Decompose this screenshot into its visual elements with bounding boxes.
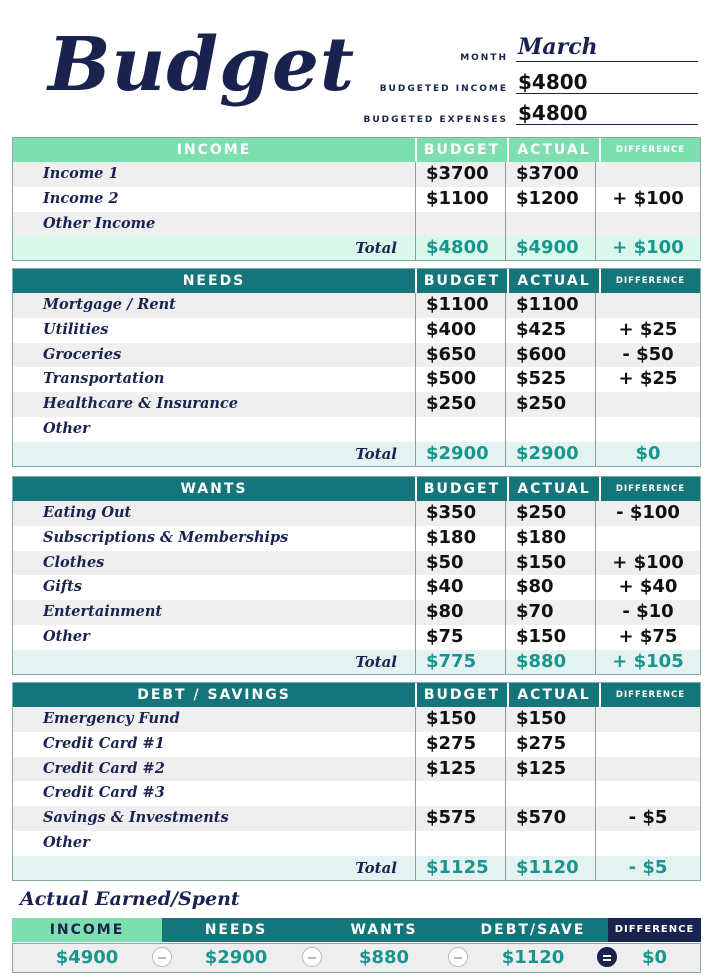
- total-actual: $1120: [505, 856, 595, 880]
- row-label: Credit Card #3: [43, 784, 165, 802]
- table-row: [13, 757, 700, 782]
- row-label: Entertainment: [43, 603, 163, 621]
- difference-cell: - $100: [595, 501, 700, 526]
- row-label: Eating Out: [43, 504, 132, 521]
- wants-header: [13, 477, 700, 501]
- budget-cell[interactable]: [415, 831, 505, 856]
- actual-column-header: ACTUAL: [507, 269, 599, 293]
- table-row: [13, 625, 700, 650]
- needs-rows: [13, 293, 700, 442]
- summary-income-value: $4900: [55, 947, 119, 968]
- total-difference: + $105: [595, 650, 700, 674]
- actual-cell[interactable]: [505, 781, 595, 806]
- table-row: [13, 526, 700, 551]
- budget-cell[interactable]: $1100: [415, 187, 505, 212]
- table-row: [13, 187, 700, 212]
- table-row: [13, 732, 700, 757]
- total-label: Total: [355, 239, 397, 258]
- table-row: [13, 806, 700, 831]
- row-label: Clothes: [43, 553, 105, 571]
- table-row: [13, 367, 700, 392]
- difference-cell: + $25: [595, 318, 700, 343]
- summary-title: Actual Earned/Spent: [20, 888, 240, 910]
- table-row: [13, 392, 700, 417]
- budget-cell[interactable]: $40: [415, 575, 505, 600]
- budgeted-income-underline: [516, 93, 698, 94]
- table-row: [13, 551, 700, 576]
- budget-column-header: BUDGET: [415, 477, 507, 501]
- difference-cell: [595, 757, 700, 782]
- needs-heading: NEEDS: [182, 273, 246, 289]
- table-row: [13, 343, 700, 368]
- row-label: Other: [43, 419, 90, 437]
- table-row: [13, 293, 700, 318]
- summary-difference-header: DIFFERENCE: [608, 918, 701, 942]
- budget-column-header: BUDGET: [415, 269, 507, 293]
- difference-cell: + $25: [595, 367, 700, 392]
- actual-cell[interactable]: [505, 212, 595, 237]
- needs-section: [12, 268, 701, 467]
- budgeted-expenses-label: BUDGETED EXPENSES: [363, 115, 508, 125]
- budget-cell[interactable]: [415, 417, 505, 442]
- debt-header: [13, 683, 700, 707]
- summary-needs-value: $2900: [204, 947, 268, 968]
- page-title: Budget: [48, 22, 356, 108]
- difference-column-header: DIFFERENCE: [599, 269, 700, 293]
- budgeted-income-label: BUDGETED INCOME: [379, 84, 508, 94]
- difference-cell: [595, 707, 700, 732]
- summary-difference-value: $0: [641, 947, 668, 968]
- summary-wants-value: $880: [358, 947, 410, 968]
- debt-heading: DEBT / SAVINGS: [137, 687, 291, 703]
- difference-cell: - $10: [595, 600, 700, 625]
- difference-cell: [595, 732, 700, 757]
- actual-cell[interactable]: $125: [505, 757, 595, 782]
- budget-cell[interactable]: $180: [415, 526, 505, 551]
- budget-cell[interactable]: $400: [415, 318, 505, 343]
- budgeted-income-value[interactable]: $4800: [518, 70, 588, 94]
- difference-cell: - $5: [595, 806, 700, 831]
- total-label: Total: [355, 652, 397, 671]
- row-label: Groceries: [43, 345, 122, 363]
- summary-debt-header: DEBT/SAVE: [458, 918, 608, 942]
- wants-total-row: [13, 650, 700, 674]
- difference-column-header: DIFFERENCE: [599, 138, 700, 162]
- summary-debt-value: $1120: [501, 947, 565, 968]
- wants-heading: WANTS: [180, 481, 248, 497]
- debt-rows: [13, 707, 700, 856]
- total-difference: - $5: [595, 856, 700, 880]
- actual-cell[interactable]: [505, 417, 595, 442]
- income-heading: INCOME: [176, 142, 252, 158]
- total-budget: $2900: [415, 442, 505, 466]
- actual-cell[interactable]: $570: [505, 806, 595, 831]
- table-row: [13, 831, 700, 856]
- wants-rows: [13, 501, 700, 650]
- budget-cell[interactable]: $250: [415, 392, 505, 417]
- total-label: Total: [355, 858, 397, 877]
- difference-column-header: DIFFERENCE: [599, 477, 700, 501]
- row-label: Utilities: [43, 320, 109, 338]
- summary-needs-header: NEEDS: [162, 918, 310, 942]
- table-row: [13, 501, 700, 526]
- table-row: [13, 707, 700, 732]
- actual-cell[interactable]: $1200: [505, 187, 595, 212]
- month-value[interactable]: March: [518, 34, 598, 60]
- debt-savings-section: [12, 682, 701, 881]
- budget-cell[interactable]: $500: [415, 367, 505, 392]
- actual-cell[interactable]: $180: [505, 526, 595, 551]
- needs-header: [13, 269, 700, 293]
- table-row: [13, 417, 700, 442]
- difference-cell: [595, 526, 700, 551]
- budget-cell[interactable]: $80: [415, 600, 505, 625]
- row-label: Other: [43, 833, 90, 851]
- actual-cell[interactable]: $250: [505, 392, 595, 417]
- row-label: Emergency Fund: [43, 710, 180, 727]
- total-budget: $4800: [415, 236, 505, 260]
- month-label: MONTH: [460, 53, 508, 63]
- total-budget: $775: [415, 650, 505, 674]
- budget-cell[interactable]: [415, 781, 505, 806]
- table-row: [13, 212, 700, 237]
- difference-cell: [595, 831, 700, 856]
- difference-cell: + $40: [595, 575, 700, 600]
- difference-cell: [595, 417, 700, 442]
- difference-cell: [595, 781, 700, 806]
- actual-column-header: ACTUAL: [507, 477, 599, 501]
- actual-cell[interactable]: $150: [505, 625, 595, 650]
- table-row: [13, 575, 700, 600]
- row-label: Other Income: [43, 214, 156, 232]
- actual-cell[interactable]: [505, 831, 595, 856]
- actual-cell[interactable]: $3700: [505, 162, 595, 187]
- actual-cell[interactable]: $425: [505, 318, 595, 343]
- difference-cell: [595, 293, 700, 318]
- table-row: [13, 318, 700, 343]
- actual-column-header: ACTUAL: [507, 683, 599, 707]
- budget-cell[interactable]: $50: [415, 551, 505, 576]
- month-underline: [516, 61, 698, 62]
- budget-cell[interactable]: $575: [415, 806, 505, 831]
- actual-cell[interactable]: $80: [505, 575, 595, 600]
- budgeted-expenses-underline: [516, 124, 698, 125]
- table-row: [13, 600, 700, 625]
- difference-cell: + $75: [595, 625, 700, 650]
- actual-cell[interactable]: $275: [505, 732, 595, 757]
- summary-wants-header: WANTS: [310, 918, 458, 942]
- budget-cell[interactable]: $1100: [415, 293, 505, 318]
- table-row: [13, 781, 700, 806]
- total-budget: $1125: [415, 856, 505, 880]
- row-label: Income 1: [43, 165, 119, 182]
- budgeted-expenses-value[interactable]: $4800: [518, 101, 588, 125]
- total-actual: $2900: [505, 442, 595, 466]
- budget-cell[interactable]: $150: [415, 707, 505, 732]
- difference-cell: [595, 212, 700, 237]
- budget-cell[interactable]: $75: [415, 625, 505, 650]
- budget-cell[interactable]: $350: [415, 501, 505, 526]
- actual-column-header: ACTUAL: [507, 138, 599, 162]
- row-label: Gifts: [43, 578, 82, 596]
- budget-cell[interactable]: [415, 212, 505, 237]
- difference-cell: + $100: [595, 551, 700, 576]
- row-label: Mortgage / Rent: [43, 296, 176, 313]
- needs-total-row: [13, 442, 700, 466]
- actual-cell[interactable]: $525: [505, 367, 595, 392]
- budget-cell[interactable]: $3700: [415, 162, 505, 187]
- difference-cell: [595, 392, 700, 417]
- income-header: [13, 138, 700, 162]
- row-label: Credit Card #2: [43, 759, 165, 777]
- budget-column-header: BUDGET: [415, 683, 507, 707]
- table-row: [13, 162, 700, 187]
- actual-cell[interactable]: $600: [505, 343, 595, 368]
- total-label: Total: [355, 444, 397, 463]
- summary-income-header: INCOME: [12, 918, 162, 942]
- actual-cell[interactable]: $250: [505, 501, 595, 526]
- debt-total-row: [13, 856, 700, 880]
- row-label: Other: [43, 627, 90, 645]
- income-total-row: [13, 236, 700, 260]
- row-label: Income 2: [43, 189, 119, 207]
- difference-cell: - $50: [595, 343, 700, 368]
- actual-cell[interactable]: $70: [505, 600, 595, 625]
- income-rows: [13, 162, 700, 236]
- actual-cell[interactable]: $150: [505, 551, 595, 576]
- total-actual: $4900: [505, 236, 595, 260]
- total-actual: $880: [505, 650, 595, 674]
- row-label: Healthcare & Insurance: [43, 395, 239, 413]
- budget-cell[interactable]: $275: [415, 732, 505, 757]
- difference-cell: [595, 162, 700, 187]
- difference-cell: + $100: [595, 187, 700, 212]
- budget-cell[interactable]: $125: [415, 757, 505, 782]
- total-difference: $0: [595, 442, 700, 466]
- row-label: Transportation: [43, 370, 165, 388]
- total-difference: + $100: [595, 236, 700, 260]
- row-label: Credit Card #1: [43, 734, 165, 752]
- actual-cell[interactable]: $150: [505, 707, 595, 732]
- row-label: Savings & Investments: [43, 809, 229, 827]
- actual-cell[interactable]: $1100: [505, 293, 595, 318]
- budget-cell[interactable]: $650: [415, 343, 505, 368]
- row-label: Subscriptions & Memberships: [43, 528, 289, 546]
- budget-column-header: BUDGET: [415, 138, 507, 162]
- wants-section: [12, 476, 701, 675]
- income-section: [12, 137, 701, 261]
- difference-column-header: DIFFERENCE: [599, 683, 700, 707]
